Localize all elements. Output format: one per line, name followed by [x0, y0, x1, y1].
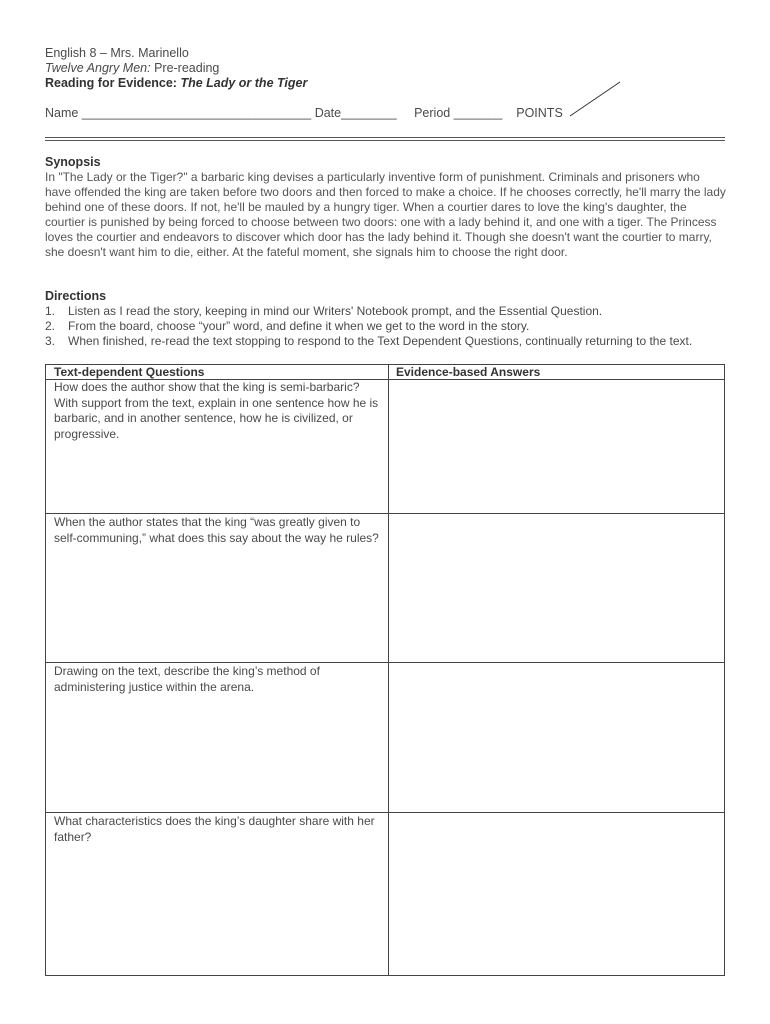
question-1: How does the author show that the king is semi-barbaric? With support from the text, explain in one sentence how he is barbaric, and in another sentence, how he is civilized, or progressive. [54, 380, 379, 441]
answers-column-header: Evidence-based Answers [396, 365, 541, 379]
unit-title: Twelve Angry Men: [45, 61, 151, 75]
synopsis-text: In "The Lady or the Tiger?" a barbaric king devises a particularly inventive form of punishment. Criminals and prisoners who have offended the king are taken before two doors and then forced to make a choice. If he chooses correctly, he'll marry the lady behind one of these doors. If not, he'll be mauled by a hungry tiger. When a courtier dares to love the king's daughter, the courtier is punished by being forced to choose between two doors: one with a lady behind it, and one with a tiger. The Princess loves the courtier and endeavors to discover which door has the lady behind it. Though she doesn't want the courtier to marry, she doesn't want him to die, either. At the fateful moment, she signals him to choose the right door. [45, 170, 726, 259]
question-4: What characteristics does the king’s daughter share with her father? [54, 814, 375, 844]
direction-item: 3. When finished, re-read the text stopping to respond to the Text Dependent Questions, continually returning to the text. [45, 334, 693, 348]
header-rule-top [45, 137, 725, 138]
questions-column-header: Text-dependent Questions [54, 365, 205, 379]
row-divider [46, 662, 724, 663]
unit-subtitle: Pre-reading [150, 61, 220, 75]
directions-title: Directions [45, 289, 107, 303]
row-divider [46, 812, 724, 813]
story-title: The Lady or the Tiger [180, 76, 308, 90]
synopsis-title: Synopsis [45, 155, 101, 169]
points-slash-mark [568, 80, 624, 120]
questions-table [45, 364, 725, 976]
row-divider [46, 513, 724, 514]
unit-line [45, 61, 219, 76]
question-2: When the author states that the king “was greatly given to self-communing,” what does this say about the way he rules? [54, 515, 379, 545]
direction-item: 1. Listen as I read the story, keeping in mind our Writers' Notebook prompt, and the Essential Question. [45, 304, 603, 318]
assignment-label: Reading for Evidence: [45, 76, 181, 90]
header-rule-bottom [45, 140, 725, 141]
name-date-period-row[interactable]: Name _________________________________ Date________ Period _______ POINTS [45, 106, 563, 120]
course-line: English 8 – Mrs. Marinello [45, 46, 189, 60]
assignment-line [45, 76, 307, 91]
column-divider [388, 365, 389, 975]
question-3: Drawing on the text, describe the king’s method of administering justice within the arena. [54, 664, 320, 694]
direction-item: 2. From the board, choose “your” word, and define it when we get to the word in the story. [45, 319, 530, 333]
directions-list [45, 304, 735, 349]
